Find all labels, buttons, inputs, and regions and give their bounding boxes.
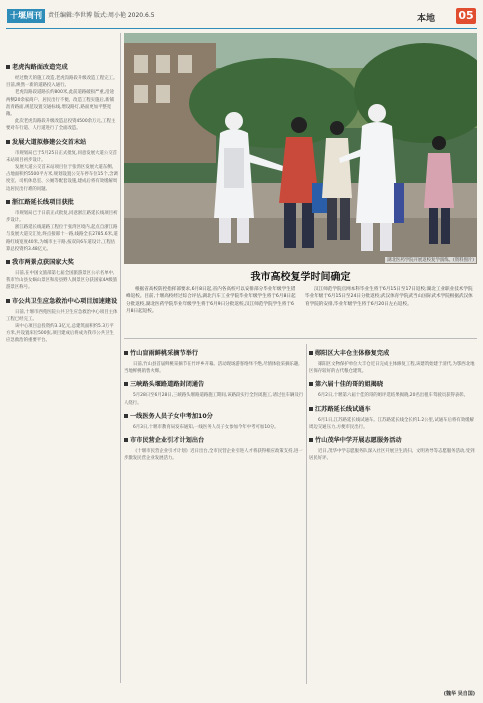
news-item [309, 406, 477, 431]
news-paragraph: 日前,竹山县首届鲜桃采摘节在竹坪乡开幕。活动现场游客络绎不绝,尽情体验采摘乐趣,当地鲜桃销售火爆。 [124, 362, 300, 375]
bullet-square-icon [309, 438, 313, 442]
news-paragraph: 该中心项目总投资约3.3亿元,总建筑面积约5.3万平方米,共设置床位500张,项目建成后将成为我市公共卫生应急救治的重要平台。 [6, 324, 114, 344]
news-headline: 市市民营企业引才计划出台 [130, 437, 205, 445]
bullet-square-icon [124, 414, 128, 418]
column-divider-2 [306, 344, 307, 684]
news-paragraph: 日前,十堰市西苑医院公共卫生应急救治中心项目主体工程已经完工。 [6, 309, 118, 322]
news-paragraph: 浙江路延长线道路工程位于张湾区境内,起点自浙江路与发展大道交汇处,终点接郧十一路,线路全长2785.6米,道路红线宽度40米,为城市主干路,按双向6车道设计,工程估算总投资约3.48亿元。 [6, 225, 118, 252]
news-column-right [309, 344, 477, 462]
news-headline: 我市两景点获国家大奖 [12, 259, 74, 267]
bullet-square-icon [124, 382, 128, 386]
newspaper-logo: 十堰周刊 [7, 9, 45, 23]
news-paragraph: 经过数天的施工改造,老虎沟路段升级改造工程完工。目前,焕然一新的道路投入通行。 [6, 76, 118, 89]
article-title: 我市高校复学时间确定 [250, 272, 351, 283]
news-headline: 三峡路头堰路道路封闭通告 [130, 381, 205, 389]
news-column-middle [124, 344, 304, 462]
section-title: 本地 [416, 14, 435, 24]
news-item [124, 413, 304, 431]
news-paragraph: 市规划局已于日前正式批复,同意浙江路延长线项目初步设计。 [6, 210, 118, 224]
news-headline: 市公共卫生应急救治中心项目加速建设 [12, 297, 118, 305]
news-paragraph: 此次老虎沟路段升级改造总投资4500余万元,工程主要对车行道、人行道进行了全面改造。 [6, 119, 116, 132]
news-paragraph: 6月1日,江苏路延长线试通车。江苏路延长线全长约1.2公里,试通车后将有效缓解周边交通压力,方便市民出行。 [309, 417, 474, 430]
news-item [124, 437, 304, 462]
news-paragraph: 近日,茂华中学志愿服务队深入社区开展卫生清扫、文明劝导等志愿服务活动,受到居民好评。 [309, 449, 475, 462]
section-divider [124, 338, 477, 339]
bullet-square-icon [309, 407, 313, 411]
news-headline: 发展大道拟修建公交首末站 [12, 138, 87, 146]
news-paragraph: 《十堰市民营企业引才计划》近日出台,全市民营企业引进人才将获得相应政策支持,进一步激发民营企业发展活力。 [124, 449, 303, 462]
article-lead-right: 汉江师范学院官网本科毕业生将于6月15日至17日返校;湖北工业职业技术学院毕业年级于6月15日至24日分批返校;武汉体育学院武当山国际武术学院根据武汉体育学院的安排,毕业年级学生将于6月20日左右返校。 [305, 287, 473, 307]
news-paragraph: 6月3日,十堰市教育局发布通知,一线医务人员子女参加今年中考可加10分。 [133, 424, 279, 430]
news-paragraph: 5月28日至6月28日,三峡路头堰路道路施工期间,该路段实行全封闭施工,请过往车辆及行人绕行。 [124, 393, 304, 406]
editor-meta: 责任编辑:李世博 版式:周小艳 2020.6.5 [48, 12, 155, 19]
lead-photo [124, 33, 477, 264]
news-item [309, 350, 477, 375]
header-rule [6, 28, 477, 29]
bullet-square-icon [124, 351, 128, 355]
bullet-square-icon [6, 65, 10, 69]
news-column-left [6, 58, 118, 345]
news-paragraph: 市规划局已于5月25日正式批复,同意发展大道公交首末站项目初步设计。 [6, 150, 117, 163]
news-paragraph: 发展大道公交首末站项目位于张湾区发展大道东侧、占地面积约5500平方米,规划设置公交车停车位15个,含调度室、司机休息室、公厕等配套设施,建成后将有效缓解周边居民出行难的问题。 [6, 165, 118, 192]
news-item [6, 259, 118, 292]
news-paragraph: 6月2日,十堰第六届十佳的哥的姐评选结果揭晓,20名出租车驾驶员获得表彰。 [318, 393, 469, 399]
bullet-square-icon [6, 200, 10, 204]
page-number: 05 [456, 8, 476, 24]
news-headline: 郧阳区大丰仓主体修复完成 [315, 350, 390, 357]
news-item [6, 64, 118, 133]
news-headline: 江苏路延长线试通车 [315, 405, 371, 413]
photo-caption: 湖北医药学院开展返校复学演练。(资料图片) [387, 258, 474, 263]
news-item [6, 199, 118, 253]
page-header [0, 0, 483, 30]
news-item [6, 298, 118, 345]
bullet-square-icon [6, 260, 10, 264]
news-item [124, 381, 304, 406]
news-item [309, 381, 477, 399]
news-headline: 竹山盲雨鲜桃采摘节举行 [130, 350, 199, 357]
news-headline: 第六届十佳的哥的姐揭晓 [315, 381, 384, 389]
bullet-square-icon [309, 351, 313, 355]
bullet-square-icon [6, 140, 10, 144]
news-headline: 竹山茂华中学开展志愿服务活动 [315, 437, 402, 445]
column-divider-1 [120, 33, 121, 683]
news-paragraph: 郧阳区文物保护单位大丰仓近日完成主体修复工程,该建筑始建于清代,为鄂西北地区保存较好的古代粮仓建筑。 [309, 362, 475, 375]
article-lead-left: 根据省高校防控指挥部要求,6月8日起,省内各高校可以安排部分毕业年级学生错峰返校。目前,十堰高校经过综合评估,湖北汽车工业学院毕业年级学生将于6月8日起分批返校,湖北医药学院毕业年级学生将于6月9日分批返校,汉江师范学院学生将于6月8日起返校。 [126, 287, 296, 315]
author-credit: (魏华 吴自国) [443, 691, 475, 697]
news-headline: 浙江路延长线项目获批 [12, 198, 74, 206]
photo-illustration [124, 33, 477, 264]
news-paragraph: 日前,在中国文旅部第七届全国旅游景区公示名单中,我市竹山县女娲山景区和房县野人洞景区分获国家4A级旅游景区称号。 [6, 271, 118, 291]
news-headline: 一线医务人员子女中考加10分 [130, 412, 213, 420]
news-item [309, 437, 477, 462]
news-paragraph: 老虎沟路段道路长约800米,此前道路破损严重,沿途两侧20余家商户、居民出行不便。改造工程实施后,新铺沥青路面,规范设置交通标线,增设路灯,路面更加平整宽敞。 [6, 90, 114, 118]
news-headline: 老虎沟路面改造完成 [12, 64, 68, 71]
bullet-square-icon [124, 438, 128, 442]
bullet-square-icon [6, 299, 10, 303]
news-item [6, 139, 118, 193]
bullet-square-icon [309, 382, 313, 386]
news-item [124, 350, 304, 375]
